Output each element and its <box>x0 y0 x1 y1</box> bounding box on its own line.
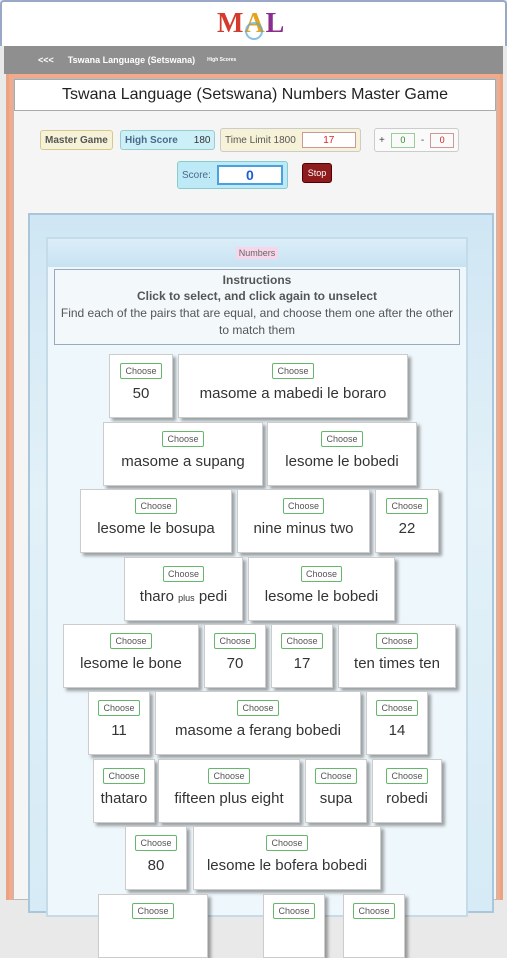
choose-button[interactable]: Choose <box>208 768 249 784</box>
choose-button[interactable]: Choose <box>272 363 313 379</box>
answer-card[interactable] <box>372 759 442 823</box>
mal-logo[interactable] <box>217 8 285 40</box>
tab-numbers[interactable] <box>48 239 466 267</box>
score-box <box>177 161 288 189</box>
correct-count: 0 <box>391 133 415 148</box>
answer-card[interactable] <box>248 557 395 621</box>
card-text: 80 <box>147 857 165 874</box>
answer-card[interactable] <box>178 354 408 418</box>
card-text: fifteen plus eight <box>174 790 284 807</box>
choose-button[interactable]: Choose <box>266 835 307 851</box>
answer-card[interactable] <box>204 624 266 688</box>
game-area <box>46 237 468 917</box>
timer-value: 17 <box>302 132 356 148</box>
choose-button[interactable]: Choose <box>237 700 278 716</box>
choose-button[interactable]: Choose <box>386 768 427 784</box>
card-text: nine minus two <box>253 520 354 537</box>
answer-card[interactable] <box>88 691 150 755</box>
page-frame <box>6 74 503 916</box>
card-text: 50 <box>132 385 150 402</box>
choose-button[interactable]: Choose <box>110 633 151 649</box>
card-text: lesome le bofera bobedi <box>206 857 368 874</box>
nav-bar <box>4 46 503 74</box>
time-limit-box <box>220 128 361 152</box>
card-text: ten times ten <box>354 655 440 672</box>
choose-button[interactable]: Choose <box>386 498 427 514</box>
answer-card[interactable] <box>125 826 187 890</box>
answer-card[interactable] <box>267 422 417 486</box>
score-value: 0 <box>217 165 283 185</box>
choose-button[interactable]: Choose <box>98 700 139 716</box>
answer-card[interactable] <box>93 759 155 823</box>
choose-button[interactable]: Choose <box>376 700 417 716</box>
card-text: masome a mabedi le boraro <box>199 385 387 402</box>
choose-button[interactable]: Choose <box>301 566 342 582</box>
tab-label: Numbers <box>236 247 279 259</box>
high-score-label: High Score <box>125 134 178 146</box>
instructions-text: Find each of the pairs that are equal, and choose them one after the other to match them <box>60 306 454 337</box>
choose-button[interactable]: Choose <box>283 498 324 514</box>
answer-card[interactable] <box>263 894 325 958</box>
choose-button[interactable]: Choose <box>132 903 173 919</box>
plus-sign: + <box>379 134 385 146</box>
choose-button[interactable]: Choose <box>135 498 176 514</box>
logo-ring-icon <box>245 22 263 40</box>
choose-button[interactable]: Choose <box>163 566 204 582</box>
operator-word: plus <box>178 593 195 603</box>
card-text: lesome le bobedi <box>285 453 399 470</box>
answer-card[interactable] <box>158 759 300 823</box>
answer-card[interactable] <box>124 557 243 621</box>
choose-button[interactable]: Choose <box>214 633 255 649</box>
answer-card[interactable] <box>80 489 232 553</box>
card-text-part: tharo <box>139 588 174 605</box>
answer-card[interactable] <box>271 624 333 688</box>
score-label: Score: <box>182 169 211 181</box>
logo-letter-m: M <box>217 8 245 39</box>
choose-button[interactable]: Choose <box>103 768 144 784</box>
high-scores-link[interactable]: High Scores <box>207 57 237 63</box>
instructions-box <box>54 269 460 345</box>
answer-card[interactable] <box>98 894 208 958</box>
answer-card[interactable] <box>343 894 405 958</box>
back-link[interactable]: <<< <box>38 55 54 65</box>
card-text: 17 <box>293 655 311 672</box>
logo-letter-a: A <box>244 8 266 39</box>
answer-card[interactable] <box>63 624 199 688</box>
page-title: Tswana Language (Setswana) Numbers Master Game <box>14 79 496 111</box>
choose-button[interactable]: Choose <box>315 768 356 784</box>
stop-button[interactable]: Stop <box>302 163 332 183</box>
card-text: lesome le bobedi <box>264 588 379 605</box>
answer-card[interactable] <box>109 354 173 418</box>
answer-card[interactable] <box>103 422 263 486</box>
card-text: masome a supang <box>121 453 245 470</box>
answer-card[interactable] <box>193 826 381 890</box>
game-panel <box>13 78 497 916</box>
instructions-subheading: Click to select, and click again to unselect <box>136 289 378 303</box>
choose-button[interactable]: Choose <box>281 633 322 649</box>
answer-card[interactable] <box>237 489 370 553</box>
choose-button[interactable]: Choose <box>162 431 203 447</box>
choose-button[interactable]: Choose <box>273 903 314 919</box>
answer-card[interactable] <box>155 691 361 755</box>
choose-button[interactable]: Choose <box>120 363 161 379</box>
minus-sign: - <box>420 134 425 146</box>
master-game-button[interactable]: Master Game <box>40 130 113 150</box>
card-text: 22 <box>398 520 416 537</box>
card-text: thataro <box>100 790 148 807</box>
card-text: masome a ferang bobedi <box>175 722 341 739</box>
instructions-heading: Instructions <box>222 273 292 287</box>
card-text <box>125 588 242 605</box>
card-text-part: pedi <box>198 588 228 605</box>
answer-card[interactable] <box>366 691 428 755</box>
time-limit-label: Time Limit 1800 <box>225 134 296 146</box>
card-text: lesome le bone <box>80 655 182 672</box>
choose-button[interactable]: Choose <box>135 835 176 851</box>
card-text: 11 <box>111 722 127 739</box>
site-header <box>0 0 507 46</box>
game-board <box>28 213 494 916</box>
answer-card[interactable] <box>305 759 367 823</box>
card-text: robedi <box>386 790 428 807</box>
card-text: 14 <box>388 722 406 739</box>
answer-card[interactable] <box>375 489 439 553</box>
choose-button[interactable]: Choose <box>376 633 417 649</box>
answer-card[interactable] <box>338 624 456 688</box>
card-text: 70 <box>226 655 244 672</box>
breadcrumb-link[interactable]: Tswana Language (Setswana) <box>67 55 196 65</box>
choose-button[interactable]: Choose <box>321 431 362 447</box>
card-text: supa <box>319 790 353 807</box>
high-score-value: 180 <box>193 134 211 146</box>
logo-letter-l: L <box>265 8 286 39</box>
choose-button[interactable]: Choose <box>353 903 394 919</box>
high-score-box <box>120 130 215 150</box>
card-text: lesome le bosupa <box>97 520 215 537</box>
match-counter <box>374 128 459 152</box>
wrong-count: 0 <box>430 133 454 148</box>
